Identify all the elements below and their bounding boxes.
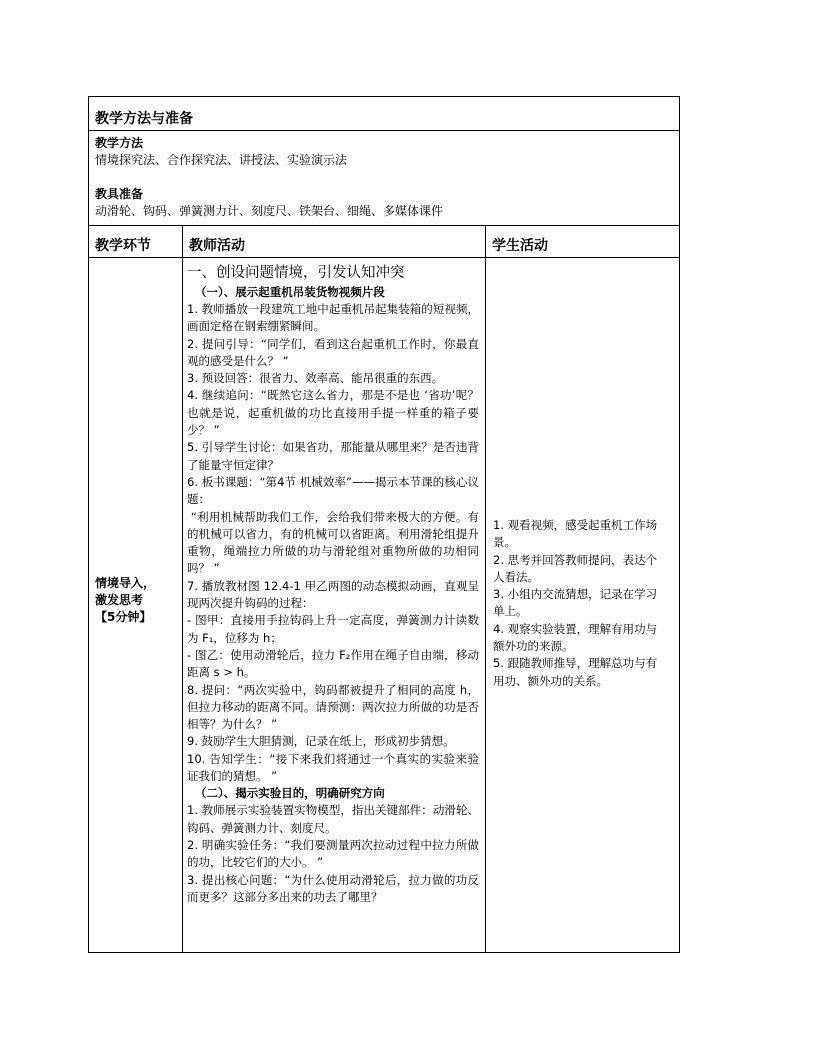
teacher-item: 1. 教师展示实验装置实物模型，指出关键部件：动滑轮、钩码、弹簧测力计、刻度尺。 (187, 803, 479, 835)
student-item: 1. 观看视频，感受起重机工作场景。 (493, 518, 658, 550)
section-header (89, 97, 679, 131)
stage-line: 激发思考 (95, 593, 144, 607)
stage-cell (95, 575, 181, 626)
teacher-item: 4. 继续追问：“既然它这么省力，那是不是也 ‘省功’呢？也就是说，起重机做的功比直接用手提一样重的箱子要少？ ” (187, 388, 479, 438)
teacher-item: 1. 教师播放一段建筑工地中起重机吊起集装箱的短视频，画面定格在钢索绷紧瞬间。 (187, 302, 479, 334)
teacher-item: 9. 鼓励学生大胆猜测，记录在纸上，形成初步猜想。 (187, 734, 455, 749)
materials-label: 教具准备 (95, 187, 144, 201)
teacher-heading: 一、创设问题情境，引发认知冲突 (187, 265, 405, 281)
teacher-item: 8. 提问：“两次实验中，钩码都被提升了相同的高度 h，但拉力移动的距离不同。请预测：两次拉力所做的功是否相等？为什么？ ” (187, 682, 479, 732)
stage-line: 情境导入， (95, 576, 156, 590)
header-student: 学生活动 (492, 238, 548, 254)
header-teacher: 教师活动 (189, 238, 245, 254)
teacher-item: 10. 告知学生：“接下来我们将通过一个真实的实验来验证我们的猜想。 ” (187, 751, 479, 784)
teacher-item: 3. 预设回答：很省力、效率高、能吊很重的东西。 (187, 371, 444, 386)
materials-text: 动滑轮、钩码、弹簧测力计、刻度尺、铁架台、细绳、多媒体课件 (95, 204, 444, 218)
methods-text: 情境探究法、合作探究法、讲授法、实验演示法 (95, 153, 348, 167)
lesson-plan-table (88, 96, 680, 953)
teacher-item: “利用机械帮助我们工作，会给我们带来极大的方便。有的机械可以省力，有的机械可以省距离。利用滑轮组提升重物，绳端拉力所做的功与滑轮组对重物所做的功相同吗？ ” (187, 509, 479, 576)
column-divider (485, 226, 486, 952)
teacher-item: 5. 引导学生讨论：如果省功，那能量从哪里来？是否违背了能量守恒定律？ (187, 440, 479, 472)
teacher-item: 2. 明确实验任务：“我们要测量两次拉动过程中拉力所做的功，比较它们的大小。 ” (187, 837, 479, 870)
teacher-subheading: （一）、展示起重机吊装货物视频片段 (195, 285, 385, 299)
teacher-item: 6. 板书课题：“第4节 机械效率”——揭示本节课的核心议题： (187, 474, 479, 507)
student-item: 2. 思考并回答教师提问，表达个人看法。 (493, 552, 658, 584)
teacher-item: - 图甲：直接用手拉钩码上升一定高度，弹簧测力计读数为 F₁，位移为 h； (187, 613, 479, 645)
preparation-block (89, 131, 679, 226)
student-item: 4. 观察实验装置，理解有用功与额外功的来源。 (493, 621, 658, 654)
header-stage: 教学环节 (95, 238, 151, 254)
teacher-item: 2. 提问引导：“同学们，看到这台起重机工作时，你最直观的感受是什么？ ” (187, 336, 479, 368)
teacher-activity-cell (187, 263, 479, 906)
methods-label: 教学方法 (95, 136, 144, 150)
section-title: 教学方法与准备 (95, 111, 193, 127)
teacher-item: 3. 提出核心问题：“为什么使用动滑轮后，拉力做的功反而更多？这部分多出来的功去了哪里？ (187, 872, 479, 904)
student-activity-cell (493, 517, 663, 690)
student-item: 5. 跟随教师推导，理解总功与有用功、额外功的关系。 (493, 656, 658, 688)
student-item: 3. 小组内交流猜想，记录在学习单上。 (493, 587, 658, 619)
teacher-item: 7. 播放教材图 12.4-1 甲乙两图的动态模拟动画，直观呈现两次提升钩码的过程： (187, 578, 479, 611)
table-header-row (89, 226, 679, 258)
stage-duration: 【5分钟】 (95, 610, 152, 624)
teacher-subheading: （二）、揭示实验目的，明确研究方向 (195, 786, 385, 801)
teacher-item: - 图乙：使用动滑轮后，拉力 F₂作用在绳子自由端，移动距离 s > h。 (187, 647, 479, 680)
column-divider (182, 226, 183, 952)
